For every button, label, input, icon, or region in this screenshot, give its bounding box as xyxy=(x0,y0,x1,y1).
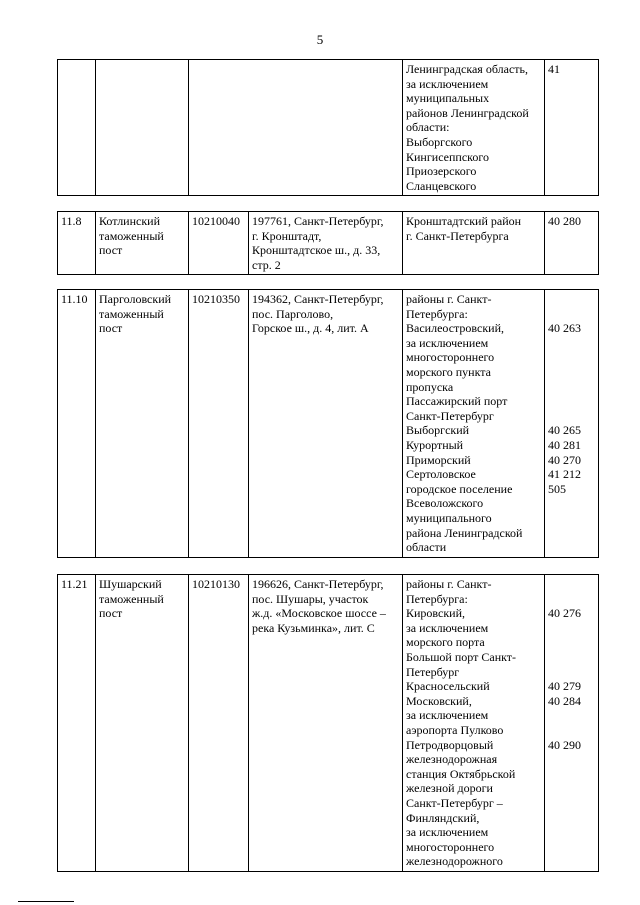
table-row xyxy=(58,290,599,558)
territory-cell: Ленинградская область, за исключением муниципальных районов Ленинградской области: Выборгского Кингисеппского Приозерского Сланцевского xyxy=(403,60,545,196)
row-number-cell: 11.10 xyxy=(58,290,96,558)
post-code-cell xyxy=(189,60,403,196)
page-number: 5 xyxy=(316,32,324,47)
okato-cell: 41 xyxy=(545,60,599,196)
post-name-cell xyxy=(96,60,189,196)
post-name-cell: Парголовский таможенный пост xyxy=(96,290,189,558)
post-name-cell: Шушарский таможенный пост xyxy=(96,575,189,872)
okato-cell: 40 263 40 265 40 281 40 270 41 212 505 xyxy=(545,290,599,558)
okato-cell: 40 280 xyxy=(545,212,599,275)
customs-table-continuation xyxy=(57,59,599,196)
address-cell: 194362, Санкт-Петербург, пос. Парголово, Горское ш., д. 4, лит. А xyxy=(249,290,403,558)
post-name-cell: Котлинский таможенный пост xyxy=(96,212,189,275)
customs-table-kotlinsky xyxy=(57,211,599,275)
post-code-cell: 10210350 xyxy=(189,290,249,558)
territory-cell: Кронштадтский район г. Санкт-Петербурга xyxy=(403,212,545,275)
territory-cell: районы г. Санкт- Петербурга: Кировский, за исключением морского порта Большой порт Санкт- Петербург Красносельский Московский, за исключением аэропорта Пулково Петродворцовый железнодорожная станция Октябрьской железной дороги Санкт-Петербург – Финляндский, за исключением многостороннего железнодорожного xyxy=(403,575,545,872)
table-row xyxy=(58,60,599,196)
post-code-cell: 10210040 xyxy=(189,212,249,275)
footnote-divider xyxy=(18,901,74,902)
address-cell: 196626, Санкт-Петербург, пос. Шушары, участок ж.д. «Московское шоссе – река Кузьминка», лит. С xyxy=(249,575,403,872)
address-cell: 197761, Санкт-Петербург, г. Кронштадт, Кронштадтское ш., д. 33, стр. 2 xyxy=(249,212,403,275)
row-number-cell xyxy=(58,60,96,196)
territory-cell: районы г. Санкт- Петербурга: Василеостровский, за исключением многостороннего морского пункта пропуска Пассажирский порт Санкт-Петербург Выборгский Курортный Приморский Сертоловское городское поселение Всеволожского муниципального района Ленинградской области xyxy=(403,290,545,558)
customs-table-shushary xyxy=(57,574,599,872)
post-code-cell: 10210130 xyxy=(189,575,249,872)
customs-table-pargolovsky xyxy=(57,289,599,558)
table-row xyxy=(58,575,599,872)
row-number-cell: 11.8 xyxy=(58,212,96,275)
okato-cell: 40 276 40 279 40 284 40 290 xyxy=(545,575,599,872)
row-number-cell: 11.21 xyxy=(58,575,96,872)
table-row xyxy=(58,212,599,275)
